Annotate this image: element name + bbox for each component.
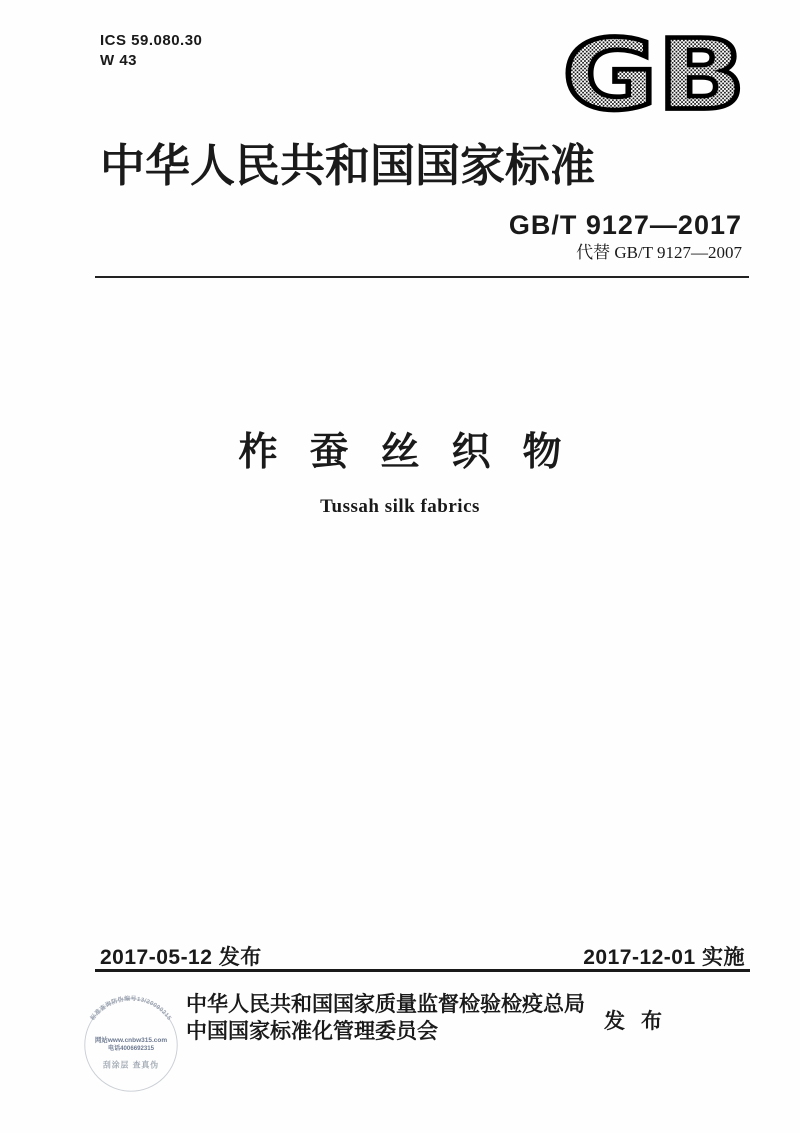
ics-block (100, 31, 202, 71)
implement-label: 实施 (702, 946, 745, 969)
seal-arc-text: 标准查询防伪编号13/20090215 (89, 996, 173, 1022)
seal-phone: 电话4006692315 (108, 1044, 154, 1052)
issue-date: 2017-05-12 (100, 946, 213, 969)
seal-note: 刮涂层 查真伪 (102, 1060, 160, 1070)
issue-date-line (100, 941, 262, 971)
issue-label: 发布 (218, 946, 262, 969)
issuer-line-2: 中国国家标准化管理委员会 (186, 1019, 438, 1043)
gb-logo-icon (556, 28, 752, 122)
dates-row (100, 941, 745, 971)
implement-date: 2017-12-01 (583, 946, 696, 969)
footer-divider (95, 969, 750, 972)
document-title-cn: 柞蚕丝织物 (238, 431, 594, 474)
standard-code-block (509, 209, 742, 263)
svg-text:标准查询防伪编号13/20090215 (88, 994, 172, 1022)
issuer-line-1: 中华人民共和国国家质量监督检验检疫总局 (186, 992, 585, 1016)
superseded-note: 代替 GB/T 9127—2007 (576, 243, 742, 262)
publish-label: 发布 (604, 1009, 678, 1033)
class-code: W 43 (100, 52, 138, 69)
anti-counterfeit-seal (72, 984, 190, 1102)
ics-code: ICS 59.080.30 (100, 32, 203, 49)
implement-date-line (583, 941, 745, 971)
standard-code: GB/T 9127—2017 (508, 210, 742, 240)
gb-logo-text: GB (562, 28, 746, 122)
header-title: 中华人民共和国国家标准 (100, 141, 596, 191)
header-divider (95, 276, 749, 278)
document-title-en: Tussah silk fabrics (320, 496, 480, 517)
seal-website: 网站www.cnbw315.com (94, 1037, 168, 1045)
issuer-block (186, 991, 598, 1045)
